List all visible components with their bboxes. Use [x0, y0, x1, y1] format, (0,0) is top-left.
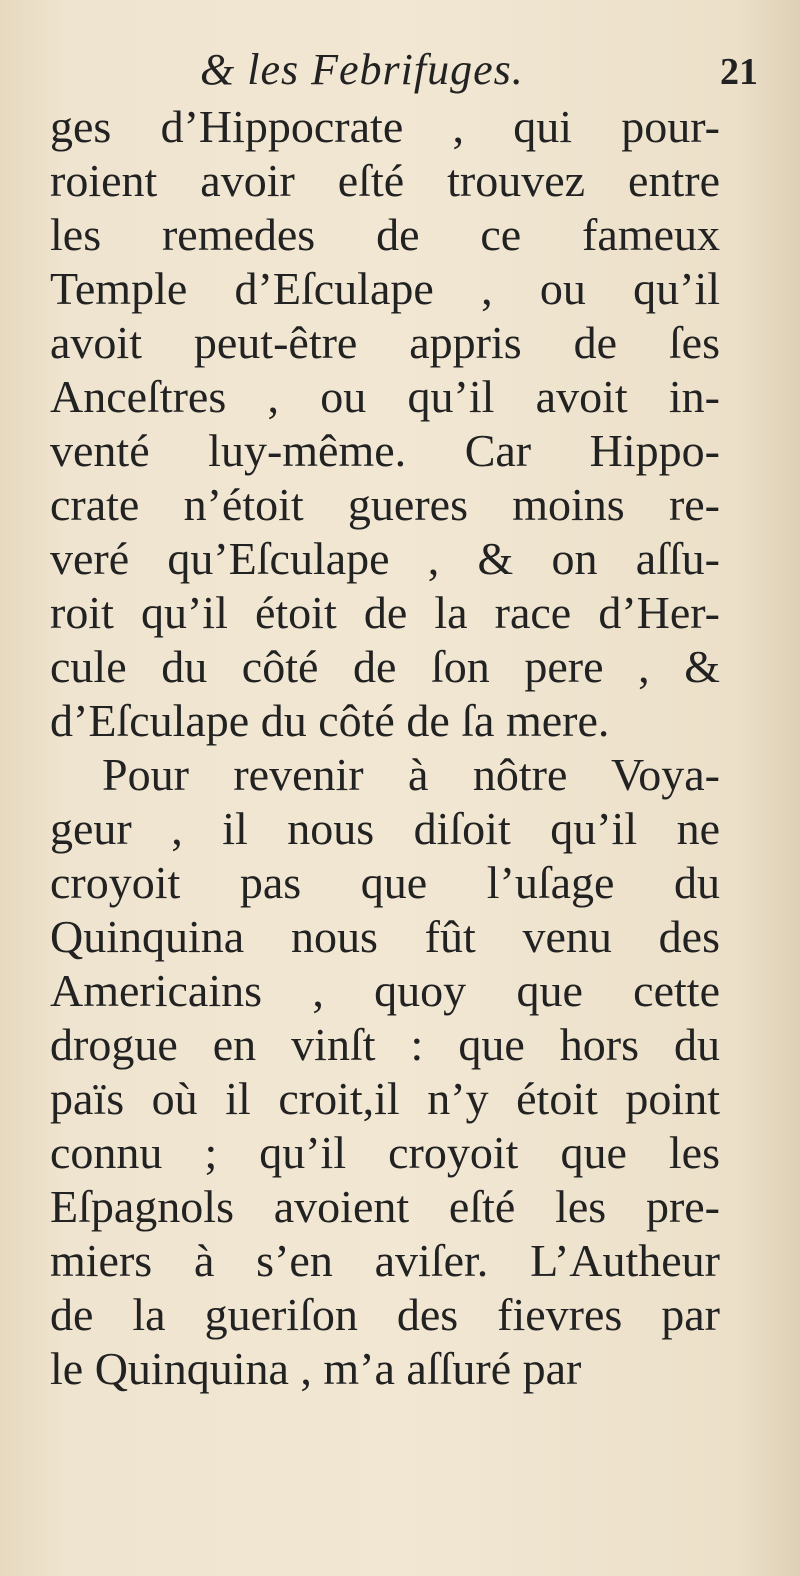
text-line: venté luy-même. Car Hippo-: [50, 425, 720, 476]
text-line: avoit peut-être appris de ſes: [50, 317, 720, 368]
text-line: roit qu’il étoit de la race d’Her-: [50, 587, 720, 638]
text-line: crate n’étoit gueres moins re-: [50, 479, 720, 530]
text-line: roient avoir eſté trouvez entre: [50, 155, 720, 206]
text-line: miers à s’en aviſer. L’Autheur: [50, 1235, 720, 1286]
text-line: geur , il nous diſoit qu’il ne: [50, 803, 720, 854]
body-text: [50, 100, 720, 1396]
text-line: les remedes de ce fameux: [50, 209, 720, 260]
text-line: d’Eſculape du côté de ſa mere.: [50, 695, 610, 746]
text-line: croyoit pas que l’uſage du: [50, 857, 720, 908]
text-line: drogue en vinſt : que hors du: [50, 1019, 720, 1070]
text-line: ges d’Hippocrate , qui pour-: [50, 101, 720, 152]
text-line: veré qu’Eſculape , & on aſſu-: [50, 533, 720, 584]
text-line: païs où il croit,il n’y étoit point: [50, 1073, 720, 1124]
text-line: le Quinquina , m’a aſſuré par: [50, 1343, 582, 1394]
text-line: Pour revenir à nôtre Voya-: [102, 749, 720, 800]
text-line: Eſpagnols avoient eſté les pre-: [50, 1181, 720, 1232]
text-line: Americains , quoy que cette: [50, 965, 720, 1016]
page-number: 21: [720, 51, 758, 93]
text-line: connu ; qu’il croyoit que les: [50, 1127, 720, 1178]
text-line: Anceſtres , ou qu’il avoit in-: [50, 371, 720, 422]
text-line: Temple d’Eſculape , ou qu’il: [50, 263, 720, 314]
running-head: [0, 40, 800, 100]
text-line: cule du côté de ſon pere , &: [50, 641, 720, 692]
text-line: Quinquina nous fût venu des: [50, 911, 720, 962]
text-line: de la gueriſon des fievres par: [50, 1289, 720, 1340]
running-title: & les Febrifuges.: [200, 45, 524, 94]
